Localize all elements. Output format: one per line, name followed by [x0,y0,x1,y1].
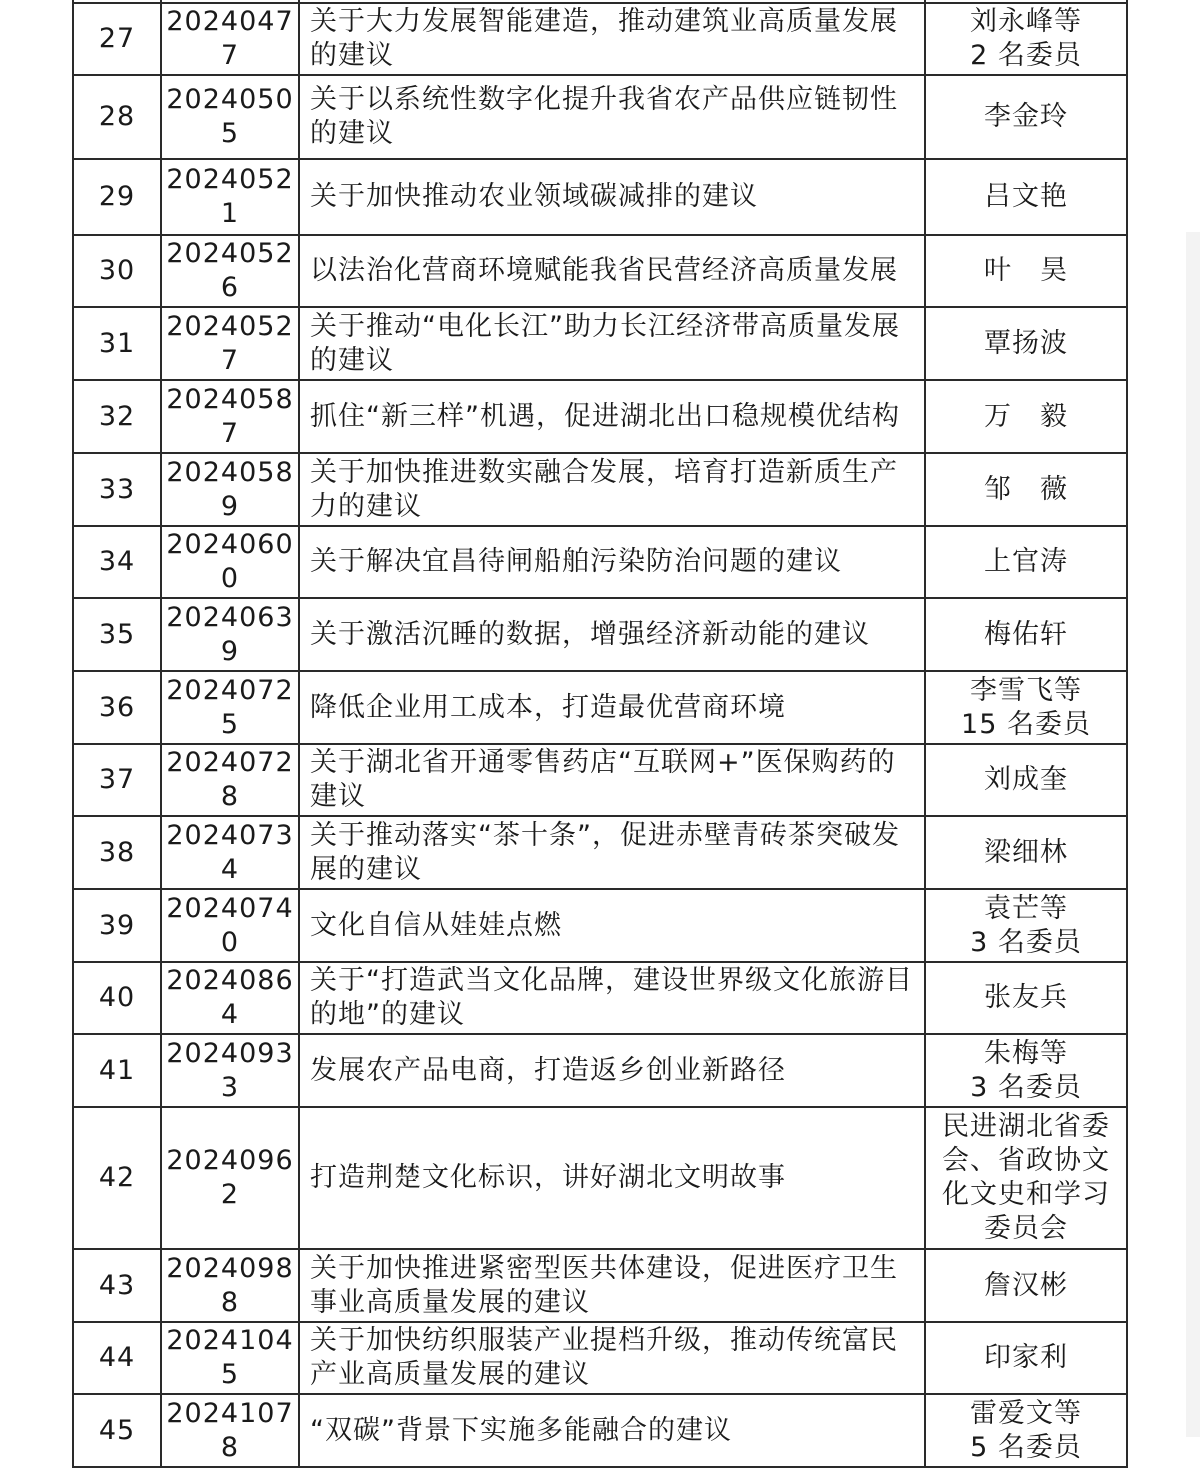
proposer-name: 上官涛 [925,526,1127,598]
table-row [73,159,1127,235]
proposal-code: 20240526 [161,235,299,307]
proposer-name: 刘成奎 [925,744,1127,816]
row-number: 45 [73,1394,161,1467]
proposal-code: 20240933 [161,1034,299,1107]
proposer-name: 朱梅等 3 名委员 [925,1034,1127,1107]
row-number: 44 [73,1322,161,1394]
row-number: 41 [73,1034,161,1107]
table-row [73,744,1127,816]
row-number: 42 [73,1107,161,1249]
proposal-title: 关于湖北省开通零售药店“互联网+”医保购药的建议 [299,744,925,816]
proposer-name: 李雪飞等 15 名委员 [925,671,1127,744]
row-number: 39 [73,889,161,962]
proposal-title: 打造荆楚文化标识，讲好湖北文明故事 [299,1107,925,1249]
table-row [73,962,1127,1034]
proposal-table [72,0,1128,1468]
proposal-title: 抓住“新三样”机遇，促进湖北出口稳规模优结构 [299,380,925,453]
proposal-code: 20240600 [161,526,299,598]
proposal-code: 20240728 [161,744,299,816]
proposal-code: 20240527 [161,307,299,380]
proposer-name: 邹 薇 [925,453,1127,526]
proposer-name: 詹汉彬 [925,1249,1127,1322]
proposal-title: 关于加快推进紧密型医共体建设，促进医疗卫生事业高质量发展的建议 [299,1249,925,1322]
proposal-title: 关于推动落实“茶十条”，促进赤壁青砖茶突破发展的建议 [299,816,925,889]
row-number: 34 [73,526,161,598]
table-row [73,671,1127,744]
proposer-name: 李金玲 [925,75,1127,159]
proposal-code: 20240725 [161,671,299,744]
proposer-name: 印家利 [925,1322,1127,1394]
proposal-title: 关于加快推进数实融合发展，培育打造新质生产力的建议 [299,453,925,526]
proposal-code: 20240988 [161,1249,299,1322]
proposal-title: 关于大力发展智能建造，推动建筑业高质量发展的建议 [299,3,925,75]
scrollbar-track[interactable] [1186,232,1200,1437]
proposal-code: 20240639 [161,598,299,671]
row-number: 37 [73,744,161,816]
proposer-name: 吕文艳 [925,159,1127,235]
row-number: 40 [73,962,161,1034]
proposal-title: 关于以系统性数字化提升我省农产品供应链韧性的建议 [299,75,925,159]
proposer-name: 刘永峰等 2 名委员 [925,3,1127,75]
row-number: 28 [73,75,161,159]
row-number: 31 [73,307,161,380]
proposal-code: 20240734 [161,816,299,889]
proposal-code: 20240864 [161,962,299,1034]
proposal-title: 以法治化营商环境赋能我省民营经济高质量发展 [299,235,925,307]
table-row [73,889,1127,962]
proposal-title: 文化自信从娃娃点燃 [299,889,925,962]
proposer-name: 梅佑轩 [925,598,1127,671]
proposal-title: 关于激活沉睡的数据，增强经济新动能的建议 [299,598,925,671]
table-row [73,1107,1127,1249]
proposal-title: 关于加快推动农业领域碳减排的建议 [299,159,925,235]
row-number: 30 [73,235,161,307]
proposer-name: 雷爱文等 5 名委员 [925,1394,1127,1467]
proposal-code: 20240505 [161,75,299,159]
table-row [73,526,1127,598]
table-row [73,3,1127,75]
table-row [73,1034,1127,1107]
proposal-code: 20241045 [161,1322,299,1394]
proposal-title: 关于解决宜昌待闸船舶污染防治问题的建议 [299,526,925,598]
proposal-title: 关于推动“电化长江”助力长江经济带高质量发展的建议 [299,307,925,380]
proposal-code: 20240521 [161,159,299,235]
proposal-title: “双碳”背景下实施多能融合的建议 [299,1394,925,1467]
proposal-code: 20240587 [161,380,299,453]
proposer-name: 袁芒等 3 名委员 [925,889,1127,962]
proposal-code: 20240740 [161,889,299,962]
proposal-code: 20240589 [161,453,299,526]
row-number: 43 [73,1249,161,1322]
proposer-name: 张友兵 [925,962,1127,1034]
proposal-code: 20241078 [161,1394,299,1467]
proposal-code: 20240962 [161,1107,299,1249]
table-row [73,1394,1127,1467]
row-number: 36 [73,671,161,744]
table-row [73,307,1127,380]
row-number: 27 [73,3,161,75]
row-number: 32 [73,380,161,453]
proposal-title: 关于“打造武当文化品牌，建设世界级文化旅游目的地”的建议 [299,962,925,1034]
table-row [73,380,1127,453]
row-number: 29 [73,159,161,235]
table-row [73,453,1127,526]
proposal-table-body [73,0,1127,1467]
table-row [73,75,1127,159]
proposer-name: 民进湖北省委会、省政协文化文史和学习委员会 [925,1107,1127,1249]
row-number: 35 [73,598,161,671]
proposal-title: 降低企业用工成本，打造最优营商环境 [299,671,925,744]
proposer-name: 叶 昊 [925,235,1127,307]
row-number: 33 [73,453,161,526]
table-row [73,816,1127,889]
table-row [73,1322,1127,1394]
table-row [73,235,1127,307]
table-row [73,1249,1127,1322]
row-number: 38 [73,816,161,889]
proposal-title: 关于加快纺织服装产业提档升级，推动传统富民产业高质量发展的建议 [299,1322,925,1394]
proposal-title: 发展农产品电商，打造返乡创业新路径 [299,1034,925,1107]
proposer-name: 万 毅 [925,380,1127,453]
proposer-name: 梁细林 [925,816,1127,889]
proposal-code: 20240477 [161,3,299,75]
table-row [73,598,1127,671]
proposer-name: 覃扬波 [925,307,1127,380]
